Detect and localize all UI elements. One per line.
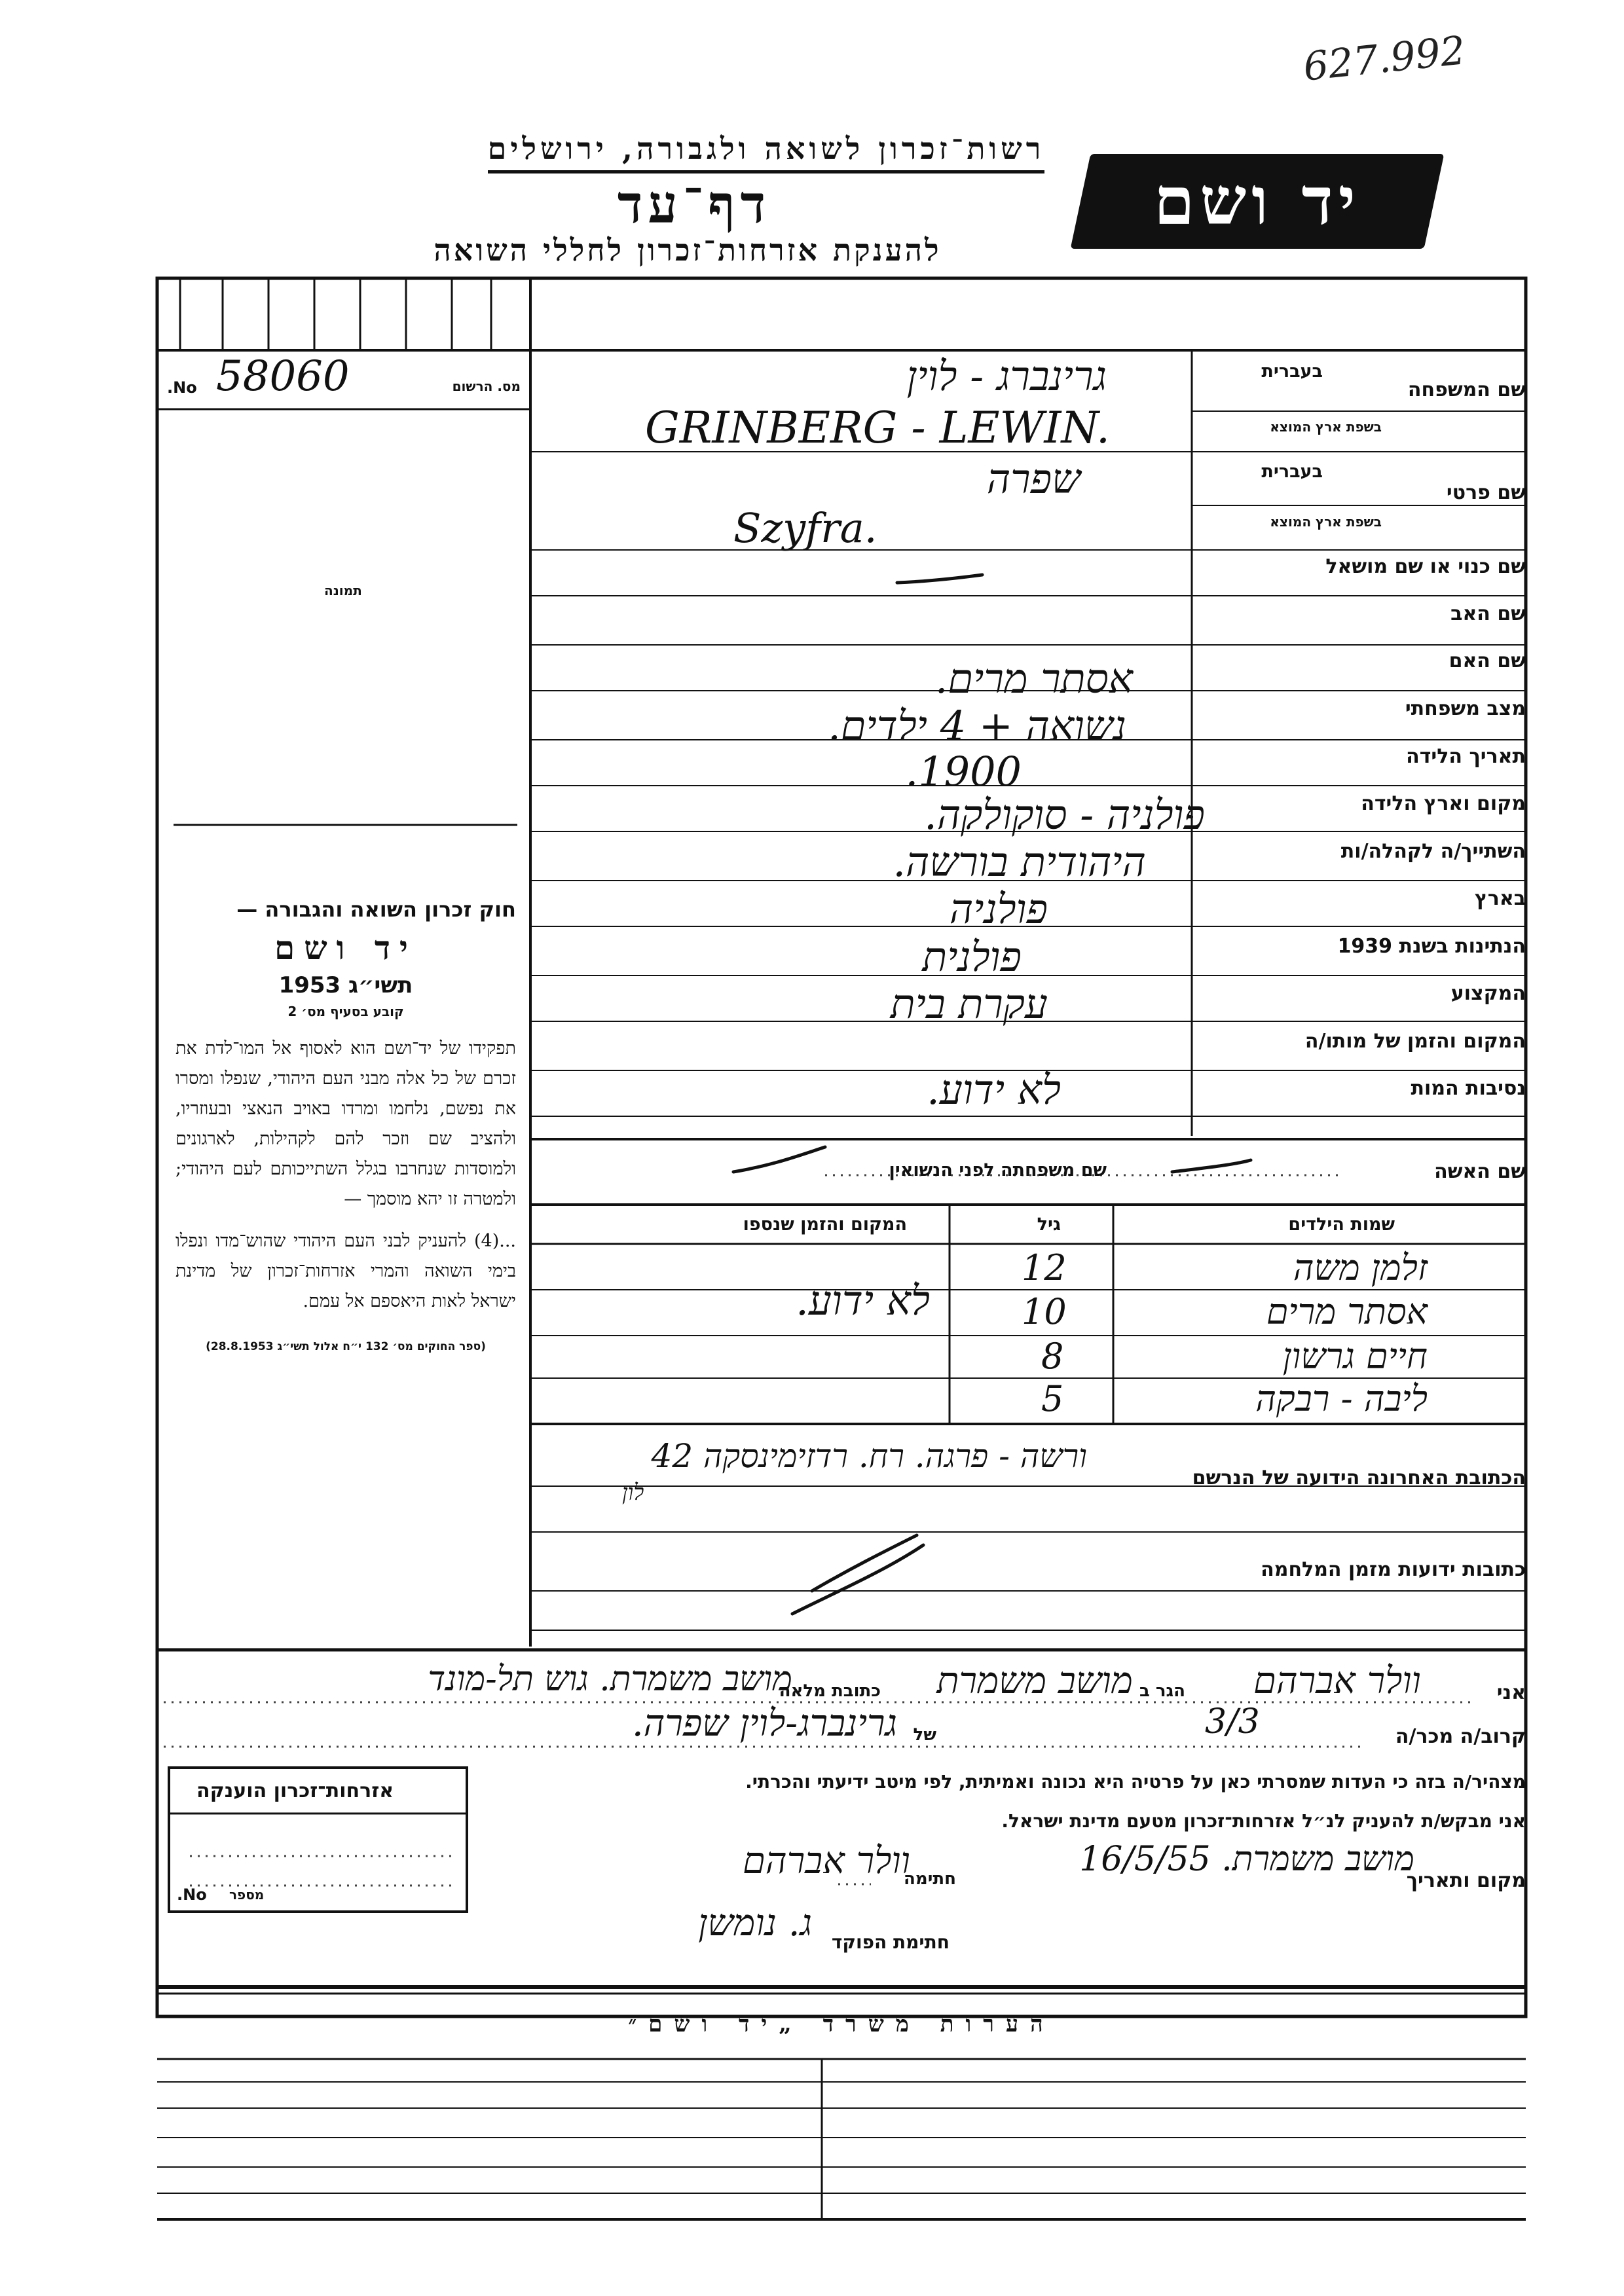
col-children-names: שמות הילדים [1288,1214,1395,1235]
value-birth-date: 1900. [905,748,1022,795]
value-full-address: מושב משמרת. גוש תל-מונד [428,1660,792,1699]
remarks-title: הערות משרד „יד ושם״ [628,2011,1055,2037]
col-children-place-time: המקום והזמן שנספו [743,1214,907,1235]
label-profession: המקצוע [1450,982,1526,1005]
label-place-date: מקום ותאריך [1406,1869,1526,1892]
child-age: 12 [1022,1247,1067,1288]
label-death-place-time: המקום והזמן של מותו/ה [1304,1030,1526,1053]
value-family-name-latin: GRINBERG - LEWIN. [645,403,1111,453]
label-nickname: שם כנוי או שם מושאל [1325,555,1526,578]
label-officer-signature: חתימת הפוקד [831,1931,950,1953]
label-family-hebrew: בעברית [1261,361,1323,382]
label-first-origin: בשפת ארץ המוצא [1270,514,1382,530]
value-profession: עקרת בית [890,980,1048,1028]
label-mother: שם האם [1449,649,1526,672]
child-age: 8 [1041,1336,1064,1377]
value-first-name-hebrew: שפרה [986,455,1080,503]
value-community: היהודית בורשה. [893,838,1146,886]
child-name: זלמן משה [1293,1247,1428,1288]
registration-number: 58060 [216,352,350,401]
value-mother: אסתר מרים. [934,655,1133,702]
col-children-age: גיל [1037,1214,1061,1235]
request-text: אני מבקש/ת להעניק לנ״ל אזרחות־זכרון מטעם מדינת ישראל. [1001,1810,1526,1832]
label-first-hebrew: בעברית [1261,462,1323,482]
value-family-name-hebrew: גרינברג - לוין [906,352,1107,400]
child-name: חיים גרשון [1282,1336,1428,1377]
label-citizenship-1939: הנתינות בשנת 1939 [1337,935,1526,958]
child-name: אסתר מרים [1266,1291,1428,1332]
value-birth-place: פולניה - סוקולקה. [924,791,1205,839]
children-place-time-value: לא ידוע. [796,1277,930,1324]
label-wife-name: שם האשה [1434,1160,1526,1183]
label-first-name: שם פרטי [1446,481,1526,504]
label-wartime-address: כתובות ידועות מזמן המלחמה [1261,1558,1526,1581]
label-birth-date: תאריך הלידה [1406,745,1526,768]
child-age: 10 [1022,1291,1067,1332]
value-citizenship: פולנית [922,933,1022,981]
label-country: בארץ [1474,887,1526,910]
authority-name: רשות־זכרון לשואה ולגבורה, ירושלים [301,131,1231,166]
label-signature: חתימה [904,1869,956,1889]
child-age: 5 [1041,1378,1064,1419]
citizenship-number-label: מספר [229,1887,265,1903]
label-community: השתייך/ה לקהלה/ות [1340,840,1526,863]
registration-number-row: מס. הרשום No. 58060 [167,352,521,401]
value-last-address: ורשה - פרגה. רח. רדזימינסקה 42 [651,1437,1087,1475]
value-marital-status: נשואה + 4 ילדים. [828,702,1126,750]
value-place-date: מושב משמרת. 16/5/55 [1079,1840,1414,1879]
label-declarant: אני [1496,1681,1526,1704]
value-relation: 3/3 [1205,1702,1260,1741]
label-resident: הגר ב [1139,1681,1185,1701]
value-of: גרינברג-לוין שפרה. [631,1702,897,1745]
corner-reference-number: 627.992 [1301,27,1468,90]
photo-placeholder-label: תמונה [324,583,362,598]
label-last-address: הכתובת האחרונה הידועה של הנרשם [1192,1467,1526,1489]
value-death-cause: לא ידוע. [927,1066,1061,1114]
form-subtitle: להענקת אזרחות־זכרון לחללי השואה [434,232,942,268]
yad-vashem-logo: יד ושם [1071,154,1445,249]
label-family-name: שם המשפחה [1407,378,1526,401]
value-officer-signature: ג. נומשן [698,1902,812,1944]
value-declarant-name: וולר אברהם [1253,1660,1421,1702]
value-signature: וולר אברהם [742,1840,910,1882]
value-last-address-note: לון [622,1480,644,1506]
form-title: דף־עד [617,173,771,235]
citizenship-granted-title: אזרחות־זכרון הוענקה [196,1779,394,1802]
label-family-origin: בשפת ארץ המוצא [1270,419,1382,435]
value-first-name-latin: Szyfra. [733,504,877,552]
citizenship-no-label: No. [177,1886,207,1904]
law-citation: חוק זכרון השואה והגבורה — יד ושם תשי״ג 1953 קובע בסעיף מס׳ 2 תפקידו של יד־ושם הוא לאסוף אל המו־לדת את זכרם של כל אלה מבני העם היהודי, שנפלו ומסרו את נפשם, נלחמו ומרדו באויב הנאצי ובעוזריו, ולהציב שם וזכר להם לקהילות, לארגונים ולמוסדות שנחרבו בגלל השתייכותם לעם היהודי; ולמטרה זו יהא מוסמך — ...(4) להעניק לבני העם היהודי שהוש־מדו ונפלו בימי השואה והמרי אזרחות־זכרון של מדינת ישראל לאות היאספם אל עמם. (ספר החוקים מס׳ 132 י״ח אלול תשי״ג 28.8.1953) [175,897,516,1353]
child-name: ליבה - רבקה [1255,1378,1428,1419]
label-father: שם האב [1450,602,1526,625]
label-marital-status: מצב משפחתי [1405,697,1526,720]
value-country: פולניה [949,885,1048,933]
label-maiden-name: שם משפחתה לפני הנשואין [889,1160,1107,1180]
value-resident: מושב משמרת [936,1660,1133,1702]
label-birth-place: מקום וארץ הלידה [1361,792,1526,815]
label-death-cause: נסיבות המות [1411,1077,1526,1100]
label-relation: קרוב/ה מכר/ה [1395,1725,1526,1748]
label-of: של [913,1725,936,1745]
label-full-address: כתובת מלאה [779,1681,881,1701]
declaration-text: מצהיר/ה בזה כי העדות שמסרתי כאן על פרטיה היא נכונה ואמיתית, לפי מיטב ידיעתי והכרתי. [745,1771,1526,1793]
